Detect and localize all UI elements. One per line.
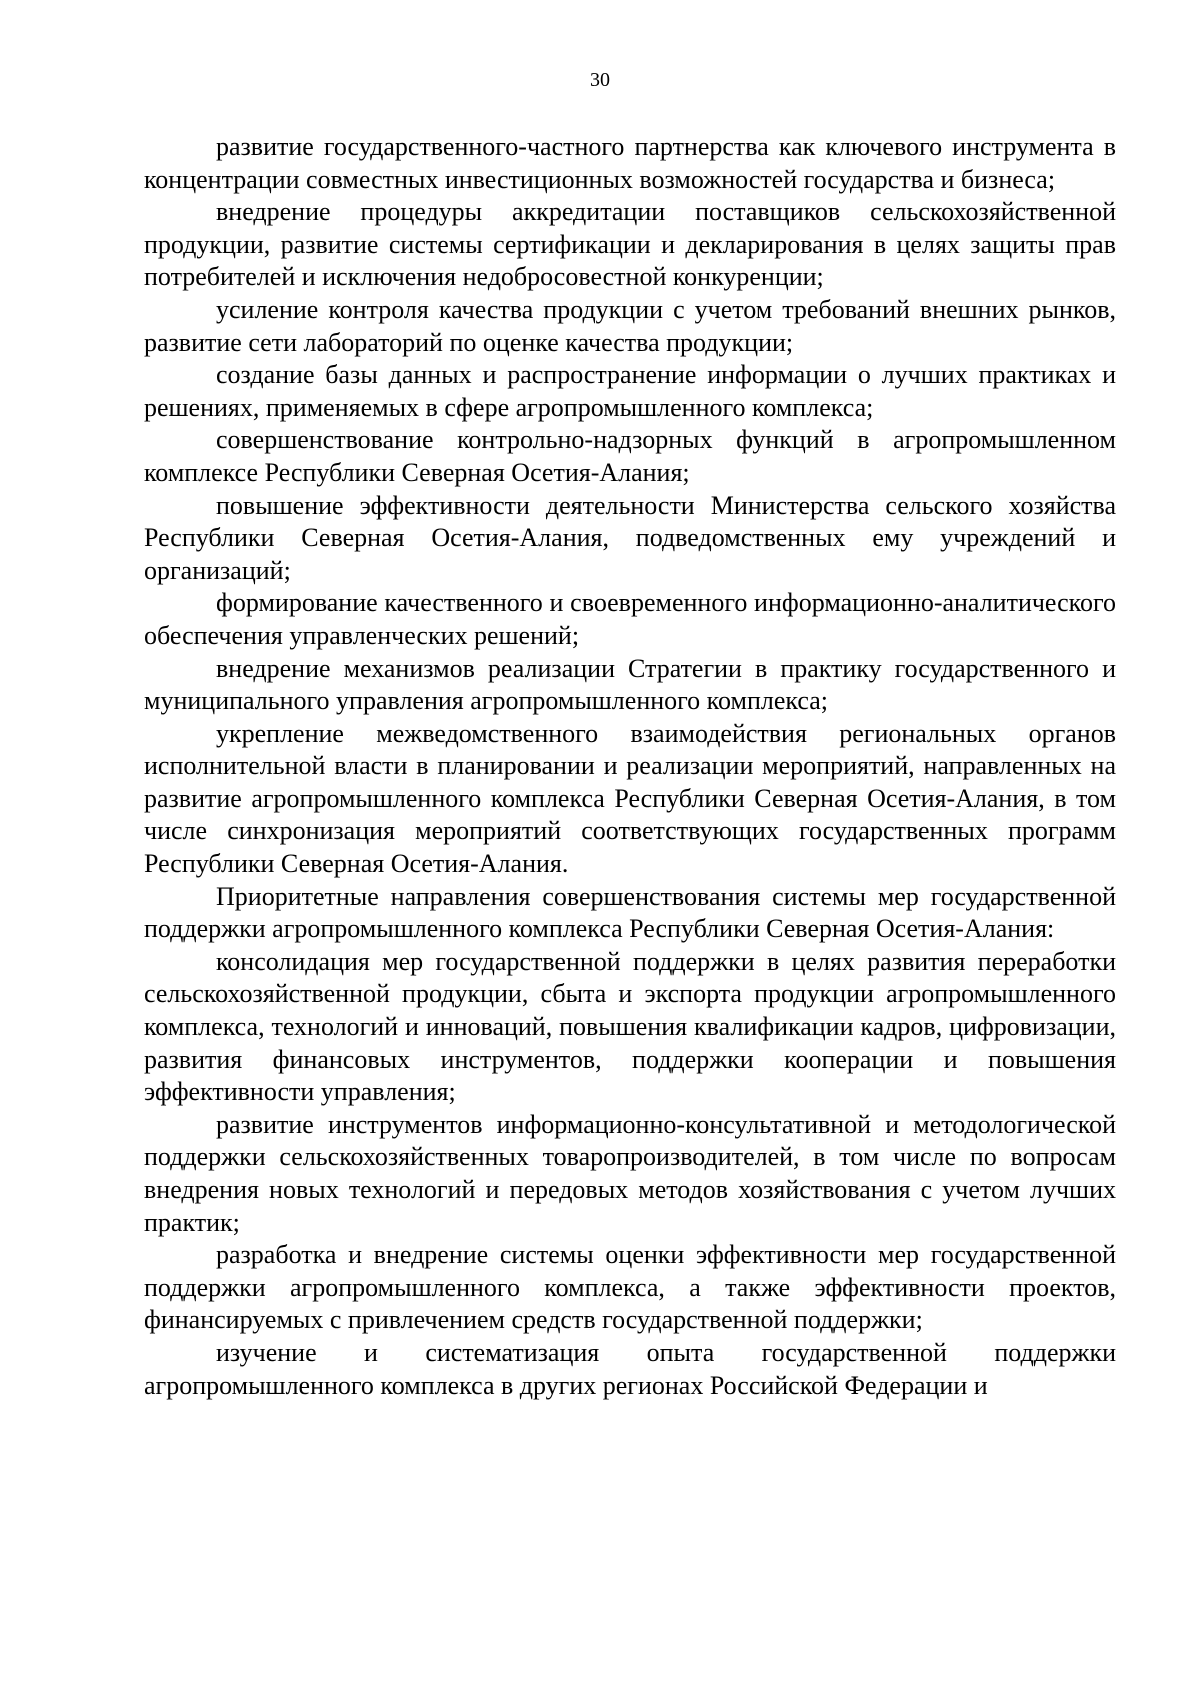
page-number: 30 xyxy=(590,69,610,91)
paragraph: Приоритетные направления совершенствования системы мер государственной поддержки агропромышленного комплекса Республики Северная Осетия-Алания: xyxy=(144,881,1116,944)
paragraph: формирование качественного и своевременного информационно-аналитического обеспечения управленческих решений; xyxy=(144,588,1116,650)
paragraph: разработка и внедрение системы оценки эффективности мер государственной поддержки агропромышленного комплекса, а также эффективности проектов, финансируемых с привлечением средств государственной поддержки; xyxy=(144,1240,1116,1335)
paragraph: создание базы данных и распространение информации о лучших практиках и решениях, применяемых в сфере агропромышленного комплекса; xyxy=(144,360,1116,422)
paragraph: внедрение механизмов реализации Стратегии в практику государственного и муниципального управления агропромышленного комплекса; xyxy=(144,653,1116,716)
paragraph: укрепление межведомственного взаимодействия региональных органов исполнительной власти в планировании и реализации мероприятий, направленных на развитие агропромышленного комплекса Республики Северная Осетия-Алания, в том числе синхронизация мероприятий соответствующих государственных программ Республики Северная Осетия-Алания. xyxy=(144,718,1116,879)
paragraph: совершенствование контрольно-надзорных функций в агропромышленном комплексе Республики Северная Осетия-Алания; xyxy=(144,425,1116,487)
paragraph: повышение эффективности деятельности Министерства сельского хозяйства Республики Северная Осетия-Алания, подведомственных ему учреждений и организаций; xyxy=(144,490,1116,585)
paragraph: внедрение процедуры аккредитации поставщиков сельскохозяйственной продукции, развитие системы сертификации и декларирования в целях защиты прав потребителей и исключения недобросовестной конкуренции; xyxy=(144,197,1116,292)
paragraph: развитие государственного-частного партнерства как ключевого инструмента в концентрации совместных инвестиционных возможностей государства и бизнеса; xyxy=(144,132,1116,194)
document-body xyxy=(144,131,1116,1402)
paragraph: изучение и систематизация опыта государственной поддержки агропромышленного комплекса в других регионах Российской Федерации и xyxy=(144,1337,1116,1400)
paragraph: консолидация мер государственной поддержки в целях развития переработки сельскохозяйственной продукции, сбыта и экспорта продукции агропромышленного комплекса, технологий и инноваций, повышения квалификации кадров, цифровизации, развития финансовых инструментов, поддержки кооперации и повышения эффективности управления; xyxy=(144,946,1116,1107)
paragraph: усиление контроля качества продукции с учетом требований внешних рынков, развитие сети лабораторий по оценке качества продукции; xyxy=(144,294,1116,357)
paragraph: развитие инструментов информационно-консультативной и методологической поддержки сельскохозяйственных товаропроизводителей, в том числе по вопросам внедрения новых технологий и передовых методов хозяйствования с учетом лучших практик; xyxy=(144,1109,1116,1237)
